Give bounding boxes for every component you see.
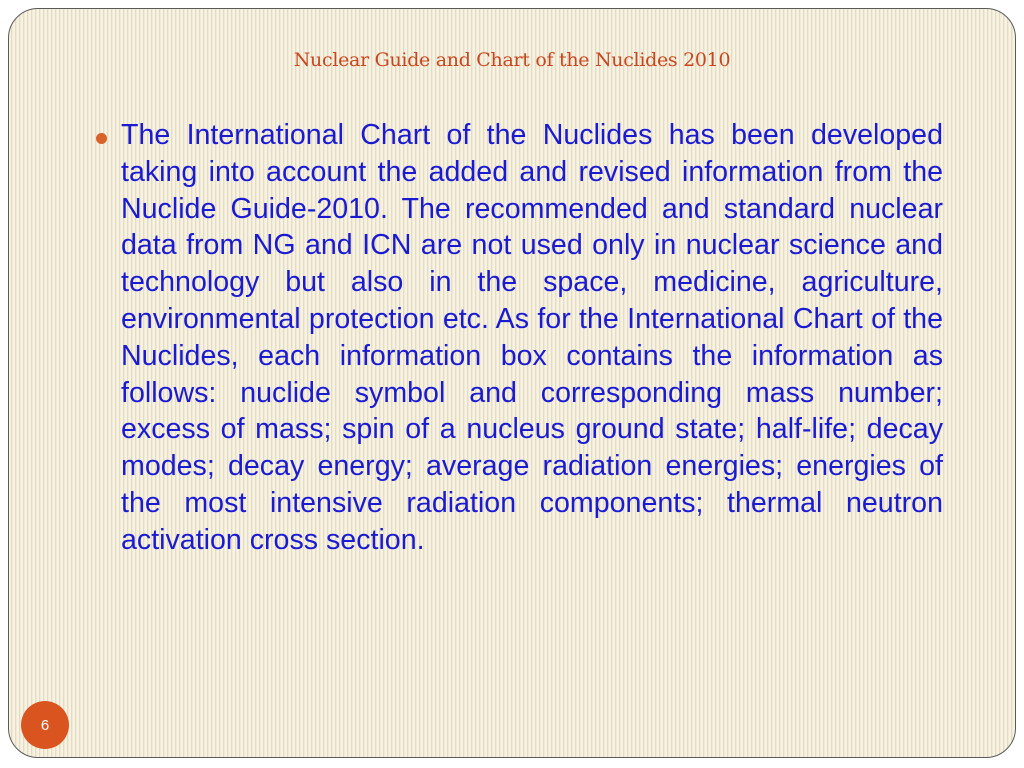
slide <box>8 8 1016 758</box>
page-number: 6 <box>40 716 50 734</box>
bullet-dot-icon <box>96 133 107 144</box>
bullet-item <box>93 117 943 559</box>
slide-title: Nuclear Guide and Chart of the Nuclides 2010 <box>293 49 731 71</box>
bullet-text: The International Chart of the Nuclides has been developed taking into account the added and revised information from the Nuclide Guide-2010. The recommended and standard nuclear data from NG and ICN are not used only in nuclear science and technology but also in the space, medicine, agriculture, environmental protection etc. As for the International Chart of the Nuclides, each information box contains the information as follows: nuclide symbol and corresponding mass number; excess of mass; spin of a nucleus ground state; half-life; decay modes; decay energy; average radiation energies; energies of the most intensive radiation components; thermal neutron activation cross section. <box>121 119 943 556</box>
slide-content <box>93 117 943 559</box>
page-number-badge <box>21 701 69 749</box>
